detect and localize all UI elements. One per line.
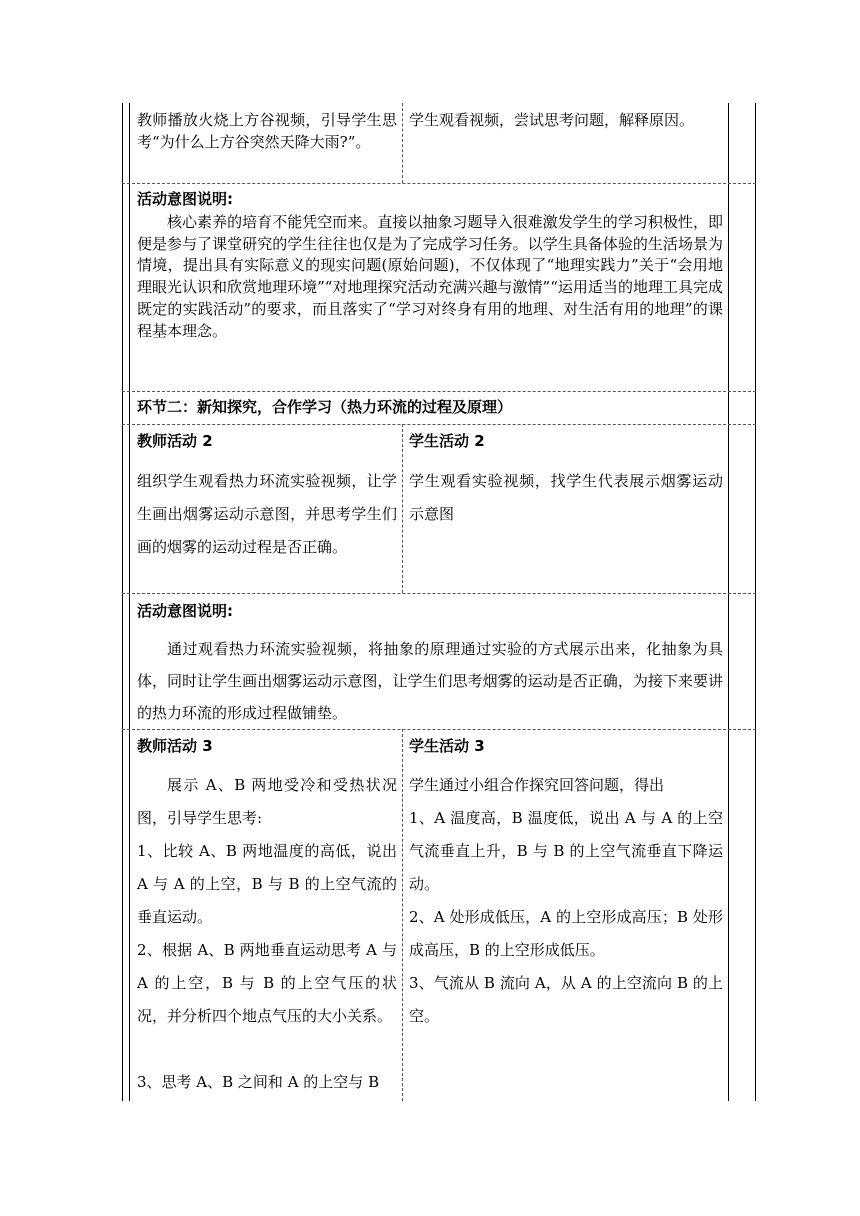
row-divider — [122, 593, 756, 594]
intent-2-body: 通过观看热力环流实验视频，将抽象的原理通过实验的方式展示出来，化抽象为具体，同时让学生画出烟雾运动示意图，让学生们思考烟雾的运动是否正确，为接下来要讲的热力环流的形成过程做铺垫。 — [137, 640, 723, 722]
student-activity-2-heading: 学生活动 2 — [409, 432, 485, 450]
student-activity-3-answer-1: 1、A 温度高，B 温度低，说出 A 与 A 的上空气流垂直上升，B 与 B 的上空气流垂直下降运动。 — [409, 809, 723, 893]
table-border-left — [122, 103, 123, 1101]
column-divider — [402, 729, 403, 1101]
column-divider — [402, 103, 403, 183]
teacher-activity-3-question-3: 3、思考 A、B 之间和 A 的上空与 B — [137, 1073, 380, 1091]
teacher-activity-2-heading: 教师活动 2 — [137, 432, 213, 450]
section-2-heading: 环节二：新知探究，合作学习（热力环流的过程及原理） — [137, 398, 513, 416]
student-activity-3-answer-2: 2、A 处形成低压，A 的上空形成高压；B 处形成高压，B 的上空形成低压。 — [409, 908, 723, 959]
column-divider — [402, 424, 403, 593]
table-border-right — [755, 103, 756, 1101]
student-activity-3-intro: 学生通过小组合作探究回答问题，得出 — [409, 776, 665, 794]
teacher-activity-2-text: 组织学生观看热力环流实验视频，让学生画出烟雾运动示意图，并思考学生们画的烟雾的运动过程是否正确。 — [137, 472, 397, 556]
table-inner-border-left — [129, 103, 130, 1101]
teacher-activity-1-text: 教师播放火烧上方谷视频，引导学生思考“为什么上方谷突然天降大雨?”。 — [137, 111, 397, 151]
student-activity-1-text: 学生观看视频，尝试思考问题，解释原因。 — [409, 111, 695, 129]
student-activity-2-text: 学生观看实验视频，找学生代表展示烟雾运动示意图 — [409, 472, 723, 523]
table-inner-border-right — [728, 103, 729, 1101]
student-activity-3-answer-3: 3、气流从 B 流向 A，从 A 的上空流向 B 的上空。 — [409, 974, 723, 1025]
teacher-activity-3-heading: 教师活动 3 — [137, 737, 213, 755]
row-divider — [122, 183, 756, 184]
teacher-activity-3-question-1: 1、比较 A、B 两地温度的高低，说出 A 与 A 的上空，B 与 B 的上空气流的垂直运动。 — [137, 842, 397, 926]
row-divider — [122, 424, 756, 425]
intent-1-heading: 活动意图说明: — [137, 190, 233, 208]
teacher-activity-3-question-2: 2、根据 A、B 两地垂直运动思考 A 与 A 的上空，B 与 B 的上空气压的状况，并分析四个地点气压的大小关系。 — [137, 941, 397, 1025]
lesson-table — [122, 103, 756, 1101]
row-divider — [122, 391, 756, 392]
intent-1-body: 核心素养的培育不能凭空而来。直接以抽象习题导入很难激发学生的学习积极性，即便是参与了课堂研究的学生往往也仅是为了完成学习任务。以学生具备体验的生活场景为情境，提出具有实际意义的现实问题(原始问题)，不仅体现了“地理实践力”关于“会用地理眼光认识和欣赏地理环境”“对地理探究活动充满兴趣与激情”“运用适当的地理工具完成既定的实践活动”的要求，而且落实了“学习对终身有用的地理、对生活有用的地理”的课程基本理念。 — [137, 213, 723, 340]
row-divider — [122, 729, 756, 730]
intent-2-heading: 活动意图说明: — [137, 602, 233, 620]
student-activity-3-heading: 学生活动 3 — [409, 737, 485, 755]
teacher-activity-3-intro: 展示 A、B 两地受冷和受热状况图，引导学生思考: — [137, 776, 397, 827]
